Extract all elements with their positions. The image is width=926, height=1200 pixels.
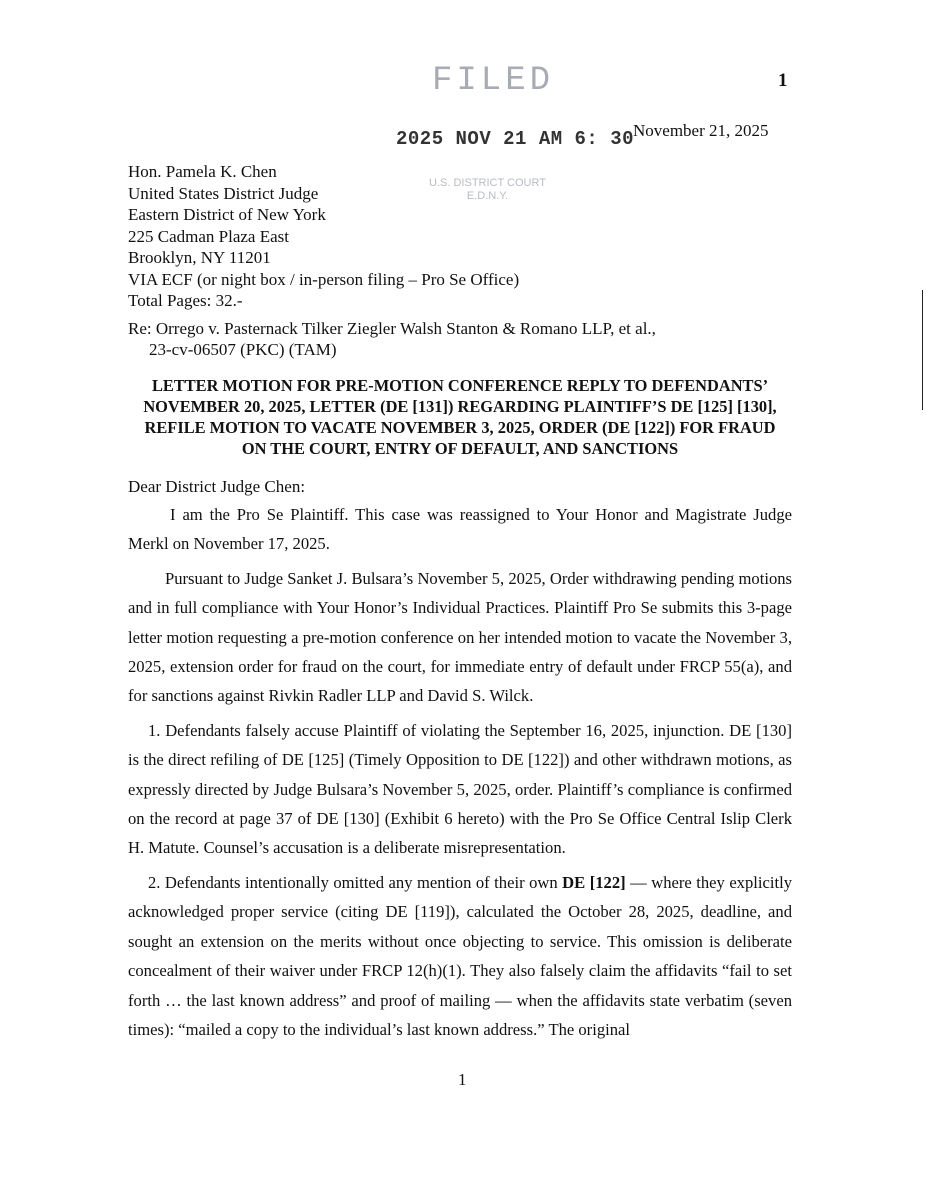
- address-line: 225 Cadman Plaza East: [128, 226, 289, 246]
- letter-date: November 21, 2025: [633, 121, 769, 140]
- court-stamp-line1: U.S. DISTRICT COURT: [429, 177, 546, 189]
- letter-body: [128, 500, 792, 1049]
- paragraph-1: 1. Defendants falsely accuse Plaintiff of violating the September 16, 2025, injunction. DE [130] is the direct refiling of DE [125] (Timely Opposition to DE [122]) and other withdrawn motions, as expressly directed by Judge Bulsara’s November 5, 2025, order. Plaintiff’s compliance is confirmed on the record at page 37 of DE [130] (Exhibit 6 hereto) with the Pro Se Office Central Islip Clerk H. Matute. Counsel’s accusation is a deliberate misrepresentation.: [128, 720, 792, 858]
- bottom-page-number: 1: [458, 1070, 467, 1089]
- address-line: Hon. Pamela K. Chen: [128, 162, 277, 181]
- paragraph-2-start: 2. Defendants intentionally omitted any mention of their own: [148, 872, 563, 892]
- court-stamp-line2: E.D.N.Y.: [466, 190, 509, 202]
- paragraph-pursuant: Pursuant to Judge Sanket J. Bulsara’s November 5, 2025, Order withdrawing pending motions and in full compliance with Your Honor’s Individual Practices. Plaintiff Pro Se submits this 3-page letter motion requesting a pre-motion conference on her intended motion to vacate the November 3, 2025, extension order for fraud on the court, for immediate entry of default under FRCP 55(a), and for sanctions against Rivkin Radler LLP and David S. Wilck.: [128, 568, 792, 706]
- recipient-address: [128, 161, 519, 312]
- top-page-number: 1: [778, 70, 788, 91]
- title-line: LETTER MOTION FOR PRE-MOTION CONFERENCE REPLY TO DEFENDANTS’: [151, 376, 769, 395]
- paragraph-2-rest: — where they explicitly acknowledged proper service (citing DE [119]), calculated the October 28, 2025, deadline, and sought an extension on the merits without once objecting to service. This omission is deliberate concealment of their waiver under FRCP 12(h)(1). They also falsely claim the affidavits “fail to set forth … the last known address” and proof of mailing — when the affidavits state verbatim (seven times): “mailed a copy to the individual’s last known address.” The original: [128, 872, 792, 1039]
- re-line: [128, 318, 656, 360]
- address-line: Eastern District of New York: [128, 205, 326, 224]
- address-line: VIA ECF (or night box / in-person filing – Pro Se Office): [128, 269, 520, 289]
- address-line: United States District Judge: [128, 183, 319, 203]
- address-line: Total Pages: 32.-: [128, 291, 243, 310]
- title-line: REFILE MOTION TO VACATE NOVEMBER 3, 2025, ORDER (DE [122]) FOR FRAUD: [144, 418, 776, 437]
- motion-title: [120, 375, 800, 459]
- title-line: NOVEMBER 20, 2025, LETTER (DE [131]) REGARDING PLAINTIFF’S DE [125] [130],: [143, 397, 777, 416]
- filed-stamp: FILED: [432, 62, 555, 100]
- address-line: Brooklyn, NY 11201: [128, 248, 271, 267]
- paragraph-2: [128, 868, 792, 1044]
- salutation: Dear District Judge Chen:: [128, 477, 306, 496]
- title-line: ON THE COURT, ENTRY OF DEFAULT, AND SANCTIONS: [241, 439, 679, 458]
- paragraph-intro: I am the Pro Se Plaintiff. This case was reassigned to Your Honor and Magistrate Judge Merkl on November 17, 2025.: [128, 505, 792, 554]
- re-line-1: Re: Orrego v. Pasternack Tilker Ziegler Walsh Stanton & Romano LLP, et al.,: [128, 319, 656, 338]
- paragraph-2-bold: DE [122]: [562, 872, 626, 892]
- filed-time-stamp: 2025 NOV 21 AM 6: 30: [396, 128, 635, 150]
- margin-mark: [922, 290, 923, 410]
- re-line-2: 23-cv-06507 (PKC) (TAM): [149, 340, 337, 359]
